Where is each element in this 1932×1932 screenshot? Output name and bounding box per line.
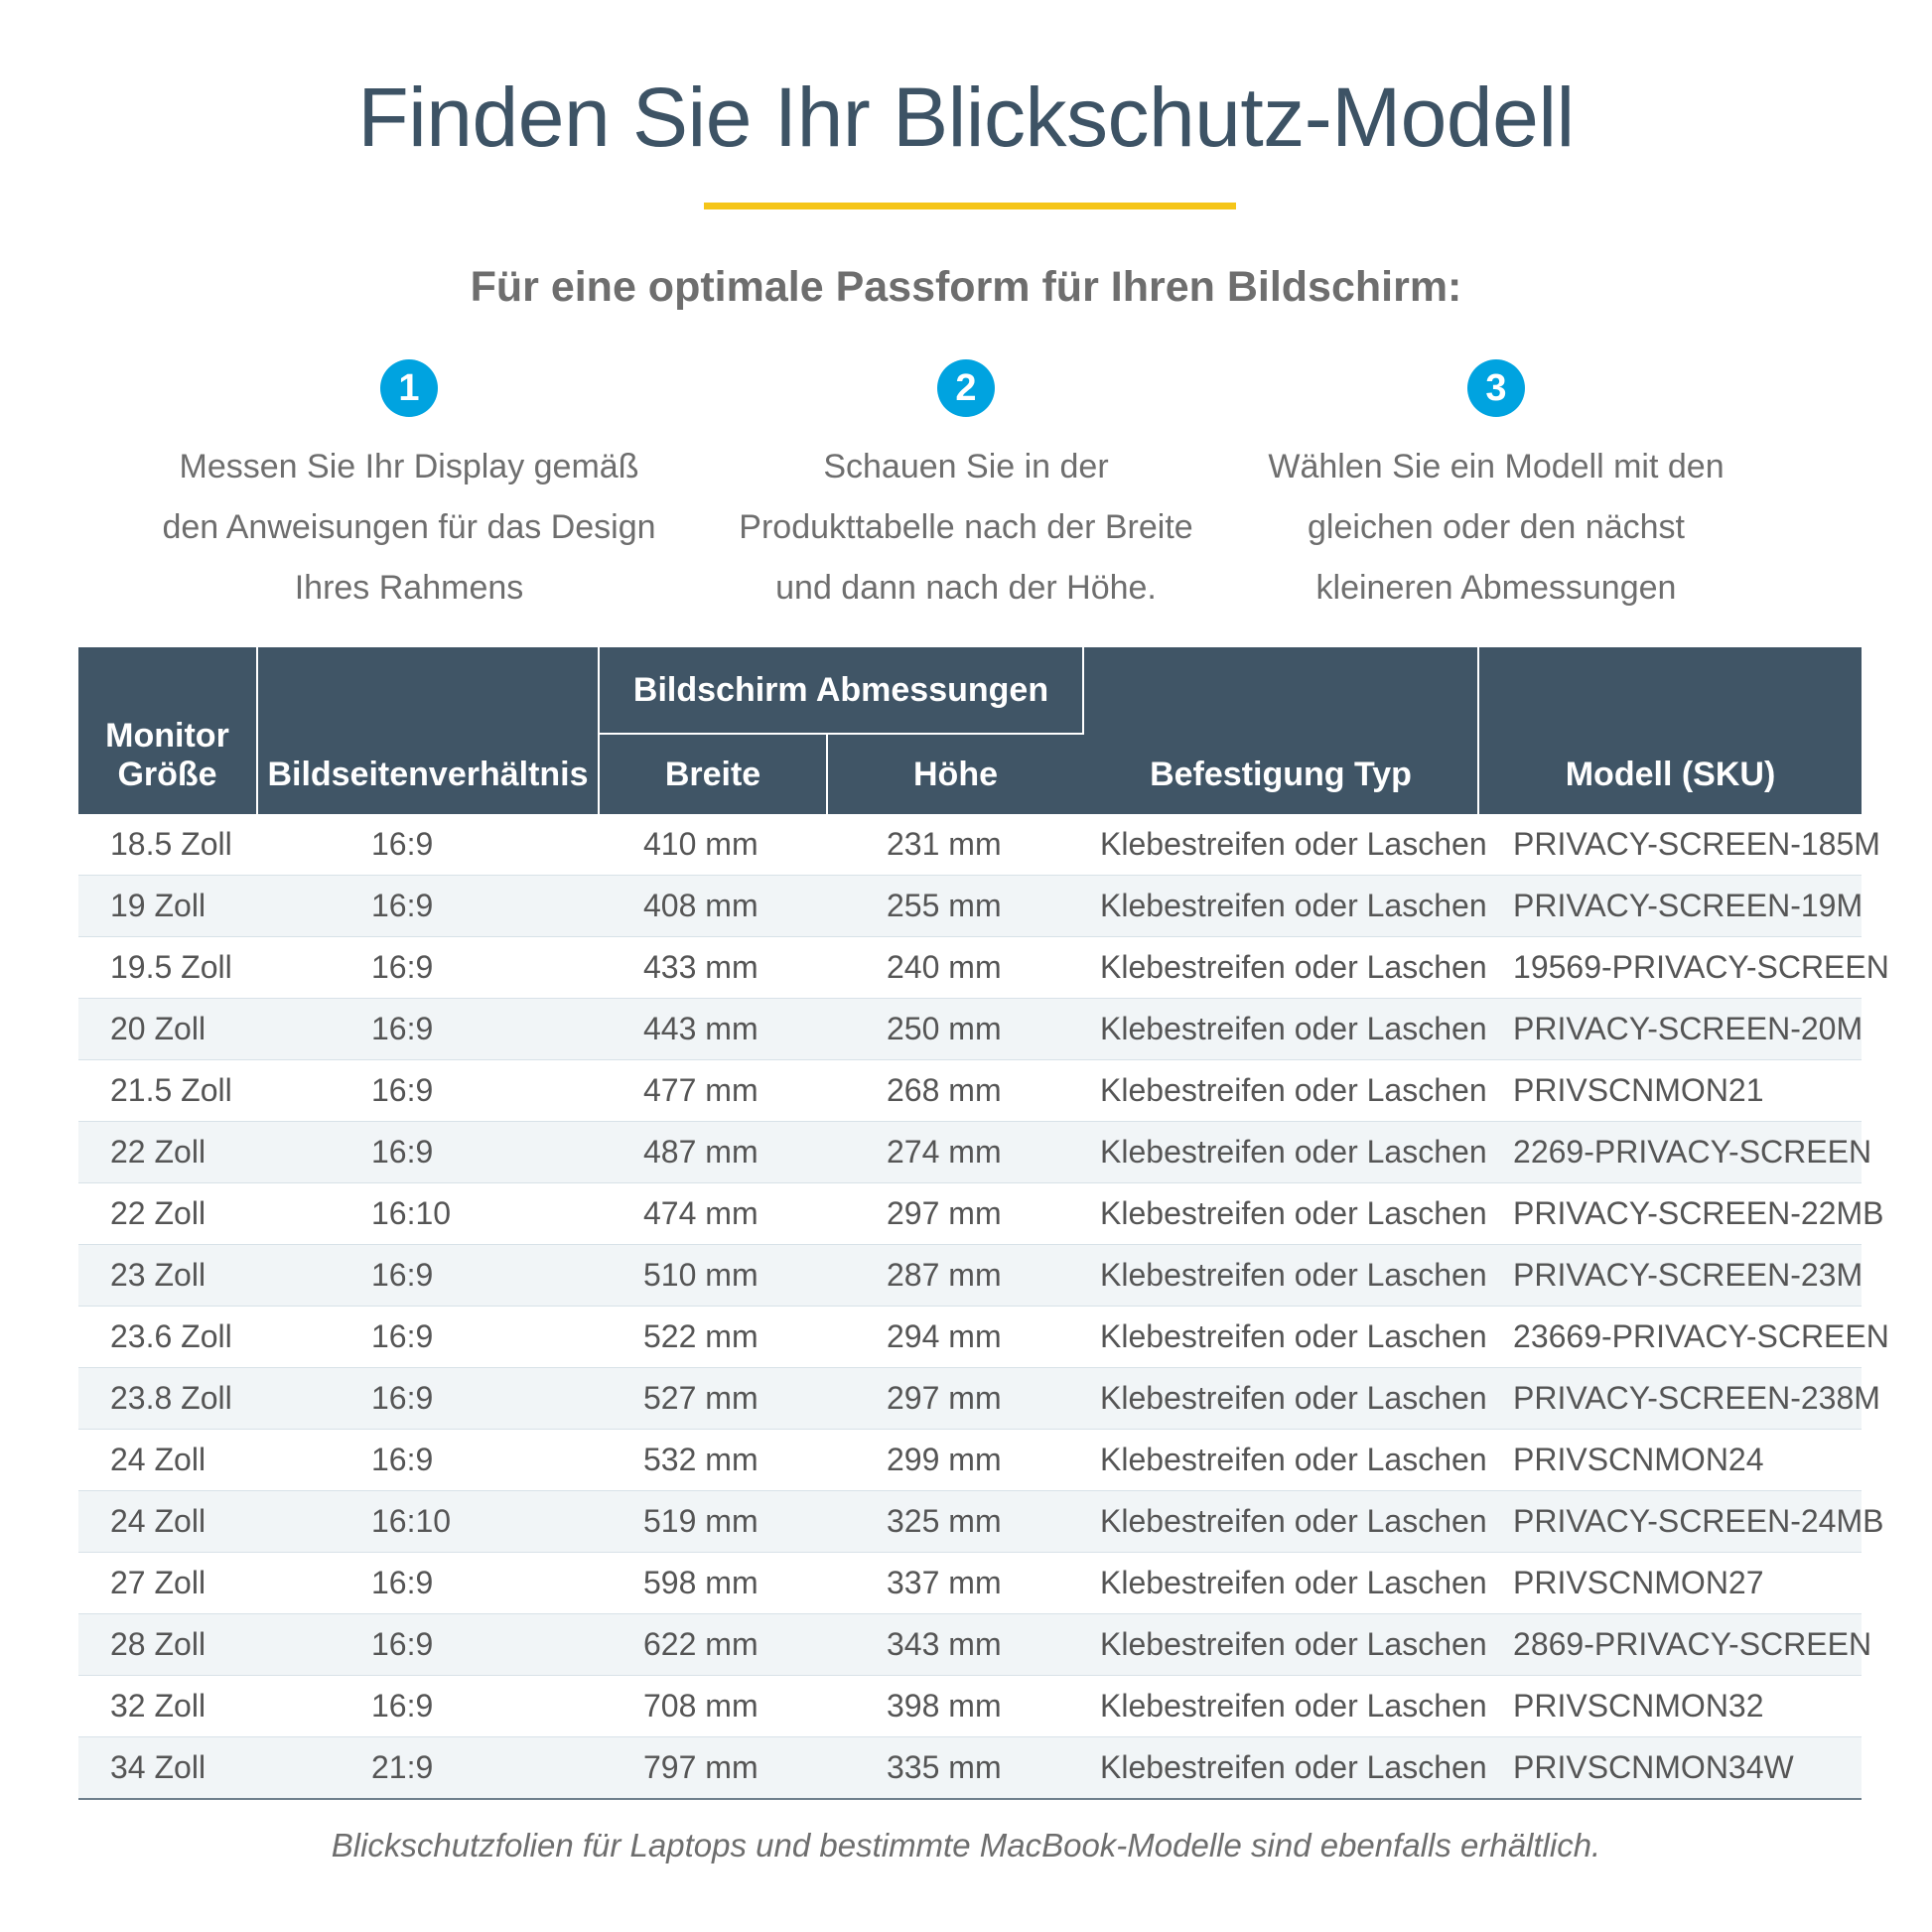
cell-model-sku: PRIVSCNMON32 [1478, 1676, 1862, 1737]
cell-model-sku: PRIVACY-SCREEN-23M [1478, 1245, 1862, 1307]
cell-aspect-ratio: 16:9 [257, 1676, 599, 1737]
table-row [78, 1614, 1862, 1676]
cell-height: 240 mm [827, 937, 1083, 999]
cell-monitor-size: 23.6 Zoll [78, 1307, 257, 1368]
cell-monitor-size: 24 Zoll [78, 1430, 257, 1491]
cell-monitor-size: 18.5 Zoll [78, 814, 257, 876]
cell-mounting-type: Klebestreifen oder Laschen [1083, 1430, 1478, 1491]
header-height: Höhe [827, 734, 1083, 814]
cell-height: 325 mm [827, 1491, 1083, 1553]
cell-monitor-size: 19.5 Zoll [78, 937, 257, 999]
cell-mounting-type: Klebestreifen oder Laschen [1083, 1122, 1478, 1183]
cell-model-sku: PRIVACY-SCREEN-22MB [1478, 1183, 1862, 1245]
cell-monitor-size: 32 Zoll [78, 1676, 257, 1737]
cell-model-sku: PRIVSCNMON21 [1478, 1060, 1862, 1122]
cell-aspect-ratio: 16:9 [257, 1430, 599, 1491]
cell-width: 443 mm [599, 999, 827, 1060]
cell-aspect-ratio: 16:9 [257, 1614, 599, 1676]
cell-width: 410 mm [599, 814, 827, 876]
cell-width: 532 mm [599, 1430, 827, 1491]
cell-mounting-type: Klebestreifen oder Laschen [1083, 1737, 1478, 1800]
table-row [78, 1245, 1862, 1307]
cell-aspect-ratio: 16:9 [257, 814, 599, 876]
cell-width: 408 mm [599, 876, 827, 937]
table-row [78, 1122, 1862, 1183]
header-mounting-type: Befestigung Typ [1083, 647, 1478, 814]
step-number-badge: 2 [937, 359, 995, 417]
cell-width: 510 mm [599, 1245, 827, 1307]
cell-aspect-ratio: 16:9 [257, 1553, 599, 1614]
cell-height: 337 mm [827, 1553, 1083, 1614]
cell-monitor-size: 34 Zoll [78, 1737, 257, 1800]
table-row [78, 999, 1862, 1060]
table-row [78, 1060, 1862, 1122]
step-text: Wählen Sie ein Modell mit den gleichen oder den nächst kleineren Abmessungen [1268, 448, 1725, 607]
table-row [78, 1553, 1862, 1614]
table-body [78, 814, 1889, 1799]
cell-mounting-type: Klebestreifen oder Laschen [1083, 937, 1478, 999]
cell-mounting-type: Klebestreifen oder Laschen [1083, 1183, 1478, 1245]
cell-model-sku: 2869-PRIVACY-SCREEN [1478, 1614, 1862, 1676]
product-table-wrapper [78, 647, 1889, 1800]
cell-mounting-type: Klebestreifen oder Laschen [1083, 1245, 1478, 1307]
step-2 [688, 359, 1244, 619]
cell-monitor-size: 19 Zoll [78, 876, 257, 937]
cell-aspect-ratio: 16:9 [257, 1307, 599, 1368]
table-row [78, 814, 1862, 876]
cell-mounting-type: Klebestreifen oder Laschen [1083, 1614, 1478, 1676]
cell-aspect-ratio: 16:9 [257, 1122, 599, 1183]
cell-height: 255 mm [827, 876, 1083, 937]
cell-height: 297 mm [827, 1368, 1083, 1430]
table-row [78, 1676, 1862, 1737]
cell-mounting-type: Klebestreifen oder Laschen [1083, 1060, 1478, 1122]
cell-monitor-size: 28 Zoll [78, 1614, 257, 1676]
cell-monitor-size: 22 Zoll [78, 1183, 257, 1245]
table-row [78, 1183, 1862, 1245]
table-row [78, 1430, 1862, 1491]
cell-mounting-type: Klebestreifen oder Laschen [1083, 1307, 1478, 1368]
cell-height: 250 mm [827, 999, 1083, 1060]
cell-aspect-ratio: 16:9 [257, 999, 599, 1060]
step-text: Messen Sie Ihr Display gemäß den Anweisungen für das Design Ihres Rahmens [162, 448, 656, 607]
cell-height: 343 mm [827, 1614, 1083, 1676]
header-model-sku: Modell (SKU) [1478, 647, 1862, 814]
cell-height: 398 mm [827, 1676, 1083, 1737]
header-aspect-ratio: Bildseitenverhältnis [257, 647, 599, 814]
cell-height: 231 mm [827, 814, 1083, 876]
title-underline [704, 203, 1236, 209]
table-row [78, 1491, 1862, 1553]
cell-aspect-ratio: 16:9 [257, 1060, 599, 1122]
table-row [78, 937, 1862, 999]
cell-height: 287 mm [827, 1245, 1083, 1307]
cell-aspect-ratio: 16:10 [257, 1183, 599, 1245]
cell-model-sku: PRIVSCNMON24 [1478, 1430, 1862, 1491]
cell-mounting-type: Klebestreifen oder Laschen [1083, 999, 1478, 1060]
cell-model-sku: 23669-PRIVACY-SCREEN [1478, 1307, 1862, 1368]
footnote: Blickschutzfolien für Laptops und bestimmte MacBook-Modelle sind ebenfalls erhältlich. [331, 1827, 1601, 1863]
cell-model-sku: 19569-PRIVACY-SCREEN [1478, 937, 1862, 999]
cell-model-sku: PRIVACY-SCREEN-19M [1478, 876, 1862, 937]
cell-width: 797 mm [599, 1737, 827, 1800]
table-row [78, 876, 1862, 937]
product-table [78, 647, 1889, 1800]
cell-mounting-type: Klebestreifen oder Laschen [1083, 1368, 1478, 1430]
cell-monitor-size: 27 Zoll [78, 1553, 257, 1614]
cell-aspect-ratio: 16:10 [257, 1491, 599, 1553]
cell-height: 274 mm [827, 1122, 1083, 1183]
step-number-badge: 1 [380, 359, 438, 417]
cell-aspect-ratio: 16:9 [257, 937, 599, 999]
cell-model-sku: PRIVACY-SCREEN-238M [1478, 1368, 1862, 1430]
cell-monitor-size: 21.5 Zoll [78, 1060, 257, 1122]
page-subtitle: Für eine optimale Passform für Ihren Bildschirm: [470, 263, 1462, 311]
cell-aspect-ratio: 16:9 [257, 1368, 599, 1430]
header-width: Breite [599, 734, 827, 814]
cell-mounting-type: Klebestreifen oder Laschen [1083, 814, 1478, 876]
cell-monitor-size: 20 Zoll [78, 999, 257, 1060]
header-screen-dimensions: Bildschirm Abmessungen [599, 647, 1083, 734]
step-number-badge: 3 [1467, 359, 1525, 417]
cell-height: 268 mm [827, 1060, 1083, 1122]
cell-model-sku: PRIVSCNMON27 [1478, 1553, 1862, 1614]
cell-mounting-type: Klebestreifen oder Laschen [1083, 1491, 1478, 1553]
step-3 [1218, 359, 1774, 619]
cell-model-sku: PRIVACY-SCREEN-24MB [1478, 1491, 1862, 1553]
cell-model-sku: PRIVACY-SCREEN-185M [1478, 814, 1862, 876]
cell-model-sku: PRIVACY-SCREEN-20M [1478, 999, 1862, 1060]
cell-width: 708 mm [599, 1676, 827, 1737]
step-text: Schauen Sie in der Produkttabelle nach der Breite und dann nach der Höhe. [739, 448, 1193, 607]
cell-width: 598 mm [599, 1553, 827, 1614]
cell-height: 294 mm [827, 1307, 1083, 1368]
cell-height: 299 mm [827, 1430, 1083, 1491]
cell-width: 519 mm [599, 1491, 827, 1553]
cell-model-sku: 2269-PRIVACY-SCREEN [1478, 1122, 1862, 1183]
cell-width: 477 mm [599, 1060, 827, 1122]
page-title: Finden Sie Ihr Blickschutz-Modell [357, 70, 1575, 164]
cell-aspect-ratio: 21:9 [257, 1737, 599, 1800]
cell-model-sku: PRIVSCNMON34W [1478, 1737, 1862, 1800]
table-row [78, 1368, 1862, 1430]
cell-aspect-ratio: 16:9 [257, 876, 599, 937]
cell-width: 433 mm [599, 937, 827, 999]
cell-aspect-ratio: 16:9 [257, 1245, 599, 1307]
cell-width: 522 mm [599, 1307, 827, 1368]
table-row [78, 1737, 1862, 1800]
cell-monitor-size: 23.8 Zoll [78, 1368, 257, 1430]
cell-monitor-size: 23 Zoll [78, 1245, 257, 1307]
cell-width: 487 mm [599, 1122, 827, 1183]
cell-monitor-size: 22 Zoll [78, 1122, 257, 1183]
cell-mounting-type: Klebestreifen oder Laschen [1083, 1676, 1478, 1737]
cell-width: 474 mm [599, 1183, 827, 1245]
step-1 [131, 359, 687, 619]
cell-monitor-size: 24 Zoll [78, 1491, 257, 1553]
table-row [78, 1307, 1862, 1368]
cell-mounting-type: Klebestreifen oder Laschen [1083, 876, 1478, 937]
cell-width: 622 mm [599, 1614, 827, 1676]
cell-height: 335 mm [827, 1737, 1083, 1800]
cell-height: 297 mm [827, 1183, 1083, 1245]
cell-mounting-type: Klebestreifen oder Laschen [1083, 1553, 1478, 1614]
header-monitor-size: Monitor Größe [78, 647, 257, 814]
cell-width: 527 mm [599, 1368, 827, 1430]
